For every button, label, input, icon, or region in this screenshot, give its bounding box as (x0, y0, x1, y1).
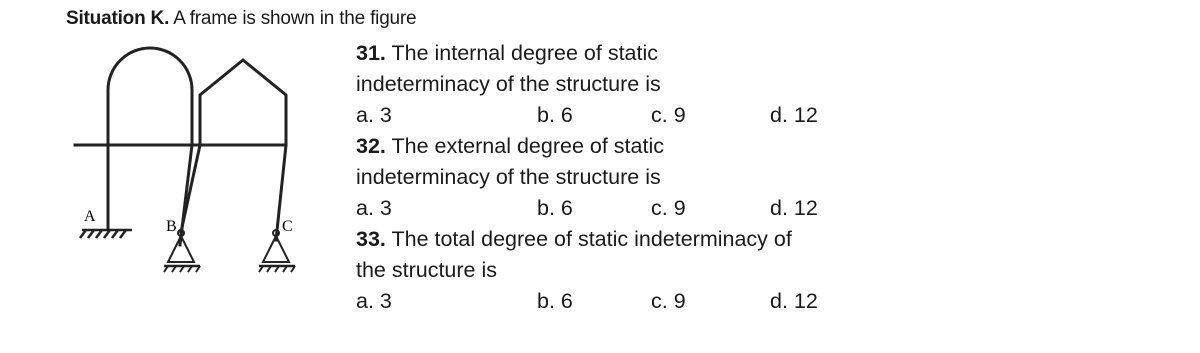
choice-d[interactable]: d. 12 (770, 103, 818, 127)
question-number: 33. (356, 227, 386, 251)
support-c (259, 230, 295, 272)
question-number: 32. (356, 134, 386, 158)
situation-label: Situation K. (66, 8, 170, 29)
choice-a[interactable]: a. 3 (356, 196, 392, 220)
choice-b[interactable]: b. 6 (537, 289, 573, 313)
choice-c[interactable]: c. 9 (651, 196, 686, 220)
question-33-choices (356, 286, 956, 317)
choice-d[interactable]: d. 12 (770, 289, 818, 313)
question-33-line-1 (356, 224, 956, 255)
choice-d[interactable]: d. 12 (770, 196, 818, 220)
question-32-choices (356, 193, 956, 224)
choice-c[interactable]: c. 9 (651, 103, 686, 127)
question-33-line-2: the structure is (356, 258, 497, 282)
situation-text: A frame is shown in the figure (173, 8, 417, 29)
question-31-choices (356, 100, 956, 131)
frame-figure (60, 40, 320, 285)
support-c-label: C (282, 218, 293, 235)
choice-c[interactable]: c. 9 (651, 289, 686, 313)
support-b-label: B (166, 218, 177, 235)
choice-a[interactable]: a. 3 (356, 289, 392, 313)
question-list (356, 38, 956, 317)
question-31-line-1 (356, 38, 956, 69)
arch-member (108, 48, 192, 145)
choice-a[interactable]: a. 3 (356, 103, 392, 127)
choice-b[interactable]: b. 6 (537, 103, 573, 127)
question-text: The internal degree of static (391, 41, 658, 65)
situation-heading (66, 8, 416, 30)
question-32-line-1 (356, 131, 956, 162)
support-a-label: A (84, 208, 96, 225)
frame-diagram (60, 40, 320, 280)
question-31-line-2: indeterminacy of the structure is (356, 72, 661, 96)
choice-b[interactable]: b. 6 (537, 196, 573, 220)
support-a (80, 230, 132, 238)
support-b (164, 230, 200, 272)
question-text: The total degree of static indeterminacy of (391, 227, 792, 251)
gable-member (200, 60, 286, 145)
question-number: 31. (356, 41, 386, 65)
question-text: The external degree of static (391, 134, 664, 158)
question-32-line-2: indeterminacy of the structure is (356, 165, 661, 189)
